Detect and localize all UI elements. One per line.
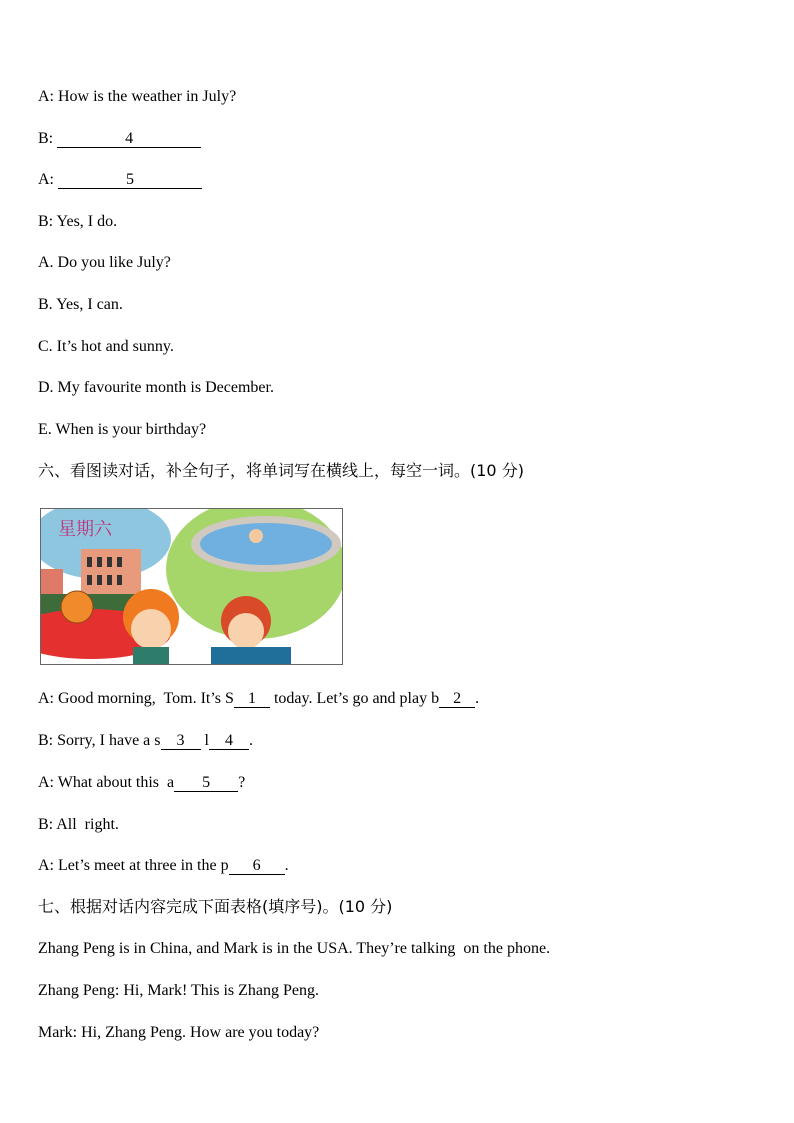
section-heading-7: 七、根据对话内容完成下面表格(填序号)。(10 分) xyxy=(38,897,393,916)
text: . xyxy=(248,732,253,749)
answer-blank-1[interactable]: 1 xyxy=(234,690,270,708)
answer-blank-4[interactable]: 4 xyxy=(209,732,249,750)
answer-blank-3[interactable]: 3 xyxy=(161,732,201,750)
illustration xyxy=(40,508,343,665)
dialogue-line-6-5 xyxy=(38,856,289,876)
option-d: D. My favourite month is December. xyxy=(38,379,274,396)
answer-blank-5[interactable]: 5 xyxy=(58,171,202,189)
dialogue-line: A: How is the weather in July? xyxy=(38,88,237,105)
text: l xyxy=(200,732,209,749)
text: . xyxy=(475,690,480,707)
text: . xyxy=(284,857,289,874)
option-b: B. Yes, I can. xyxy=(38,296,123,313)
passage-line: Mark: Hi, Zhang Peng. How are you today? xyxy=(38,1024,320,1041)
picture-label: 星期六 xyxy=(58,519,112,540)
answer-blank-5[interactable]: 5 xyxy=(174,774,238,792)
dialogue-line: B: Yes, I do. xyxy=(38,213,118,230)
text: B: Sorry, I have a s xyxy=(38,732,161,749)
answer-blank-2[interactable]: 2 xyxy=(439,690,475,708)
dialogue-line-blank-5 xyxy=(38,170,202,190)
option-a: A. Do you like July? xyxy=(38,254,171,271)
dialogue-line-6-2 xyxy=(38,731,253,751)
dialogue-line-6-3 xyxy=(38,773,245,793)
text: A: What about this a xyxy=(38,774,175,791)
dialogue-line-6-1 xyxy=(38,689,479,709)
text: today. Let’s go and play b xyxy=(269,690,440,707)
answer-blank-4[interactable]: 4 xyxy=(57,130,201,148)
passage-line: Zhang Peng is in China, and Mark is in the USA. They’re talking on the phone. xyxy=(38,940,551,957)
dialogue-line-6-4: B: All right. xyxy=(38,816,119,833)
text: A: Let’s meet at three in the p xyxy=(38,857,229,874)
option-e: E. When is your birthday? xyxy=(38,421,207,438)
section-heading-6: 六、看图读对话，补全句子，将单词写在横线上，每空一词。(10 分) xyxy=(38,461,524,480)
text: A: Good morning, Tom. It’s S xyxy=(38,690,234,707)
text: ? xyxy=(238,774,246,791)
speaker: B: xyxy=(38,130,58,147)
dialogue-line-blank-4 xyxy=(38,129,201,149)
answer-blank-6[interactable]: 6 xyxy=(229,857,285,875)
speaker: A: xyxy=(38,171,58,188)
option-c: C. It’s hot and sunny. xyxy=(38,338,174,355)
passage-line: Zhang Peng: Hi, Mark! This is Zhang Peng. xyxy=(38,982,320,999)
